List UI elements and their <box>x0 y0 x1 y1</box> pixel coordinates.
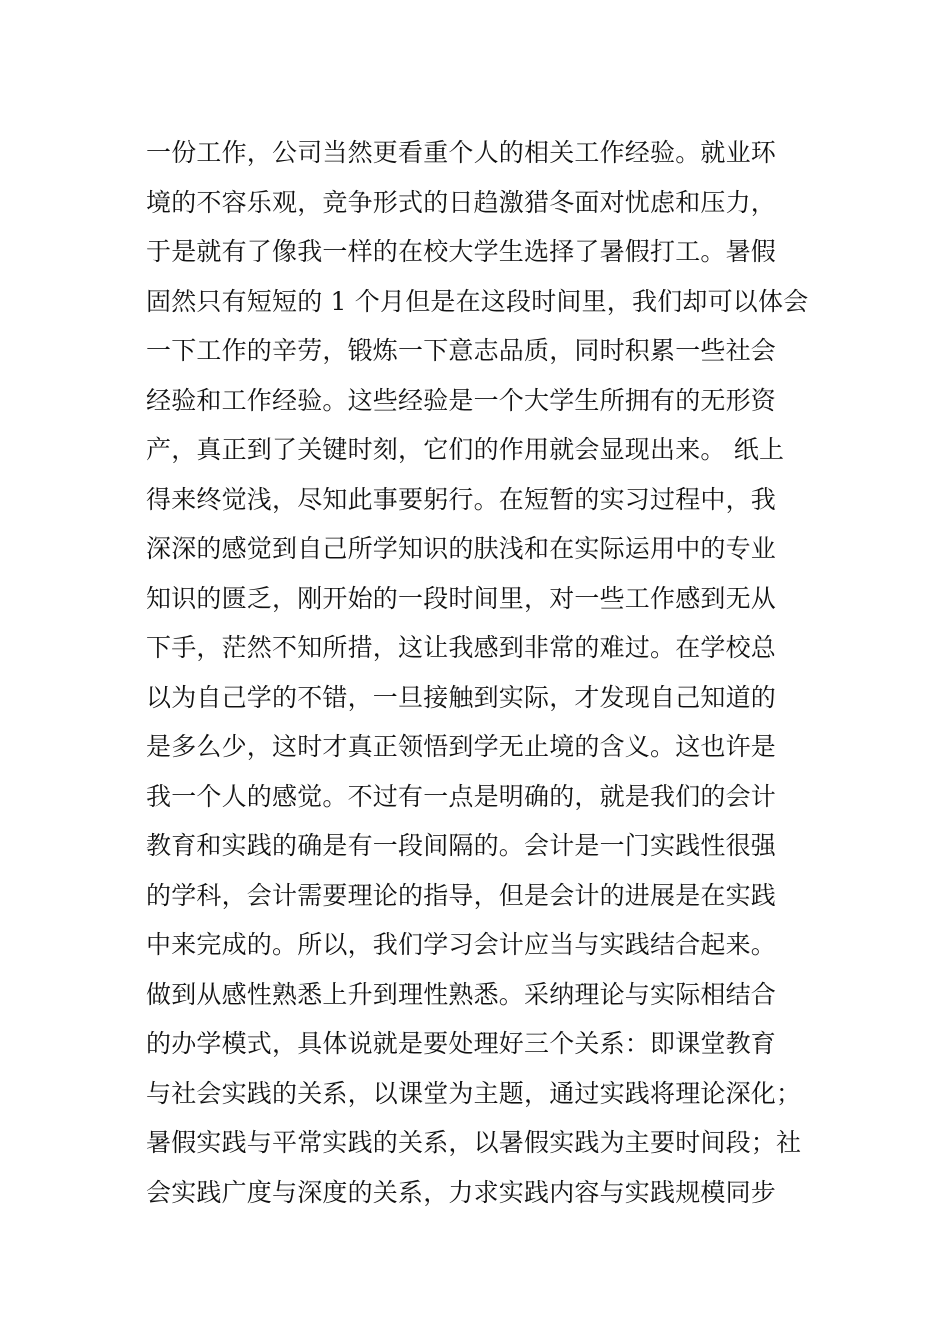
text-line: 深深的感觉到自己所学知识的肤浅和在实际运用中的专业 <box>146 534 777 563</box>
text-line: 是多么少，这时才真正领悟到学无止境的含义。这也许是 <box>146 732 777 761</box>
text-line: 经验和工作经验。这些经验是一个大学生所拥有的无形资 <box>146 385 777 415</box>
text-line: 暑假实践与平常实践的关系，以暑假实践为主要时间段；社 <box>146 1128 802 1157</box>
text-line: 与社会实践的关系，以课堂为主题，通过实践将理论深化； <box>146 1078 802 1108</box>
text-line: 一下工作的辛劳，锻炼一下意志品质，同时积累一些社会 <box>146 336 777 365</box>
text-line: 得来终觉浅，尽知此事要躬行。在短暂的实习过程中，我 <box>146 484 777 514</box>
text-line: 知识的匮乏，刚开始的一段时间里，对一些工作感到无从 <box>146 583 777 613</box>
text-line: 以为自己学的不错，一旦接触到实际，才发现自己知道的 <box>146 682 777 712</box>
text-line: 中来完成的。所以，我们学习会计应当与实践结合起来。 <box>146 930 777 959</box>
text-line: 固然只有短短的 1 个月但是在这段时间里，我们却可以体会 <box>146 286 809 316</box>
body-text <box>146 128 816 1217</box>
text-line: 的办学模式，具体说就是要处理好三个关系：即课堂教育 <box>146 1029 777 1058</box>
text-line: 境的不容乐观，竞争形式的日趋激猎冬面对忧虑和压力， <box>146 187 777 217</box>
text-line: 教育和实践的确是有一段间隔的。会计是一门实践性很强 <box>146 831 777 860</box>
text-line: 一份工作，公司当然更看重个人的相关工作经验。就业环 <box>146 138 777 167</box>
text-line: 于是就有了像我一样的在校大学生选择了暑假打工。暑假 <box>146 237 777 266</box>
text-line: 的学科，会计需要理论的指导，但是会计的进展是在实践 <box>146 880 777 910</box>
text-line: 产，真正到了关键时刻，它们的作用就会显现出来。 纸上 <box>146 435 785 464</box>
text-line: 下手，茫然不知所措，这让我感到非常的难过。在学校总 <box>146 633 777 662</box>
text-line: 我一个人的感觉。不过有一点是明确的，就是我们的会计 <box>146 781 777 811</box>
text-line: 会实践广度与深度的关系，力求实践内容与实践规模同步 <box>146 1177 777 1207</box>
text-line: 做到从感性熟悉上升到理性熟悉。采纳理论与实际相结合 <box>146 979 777 1009</box>
